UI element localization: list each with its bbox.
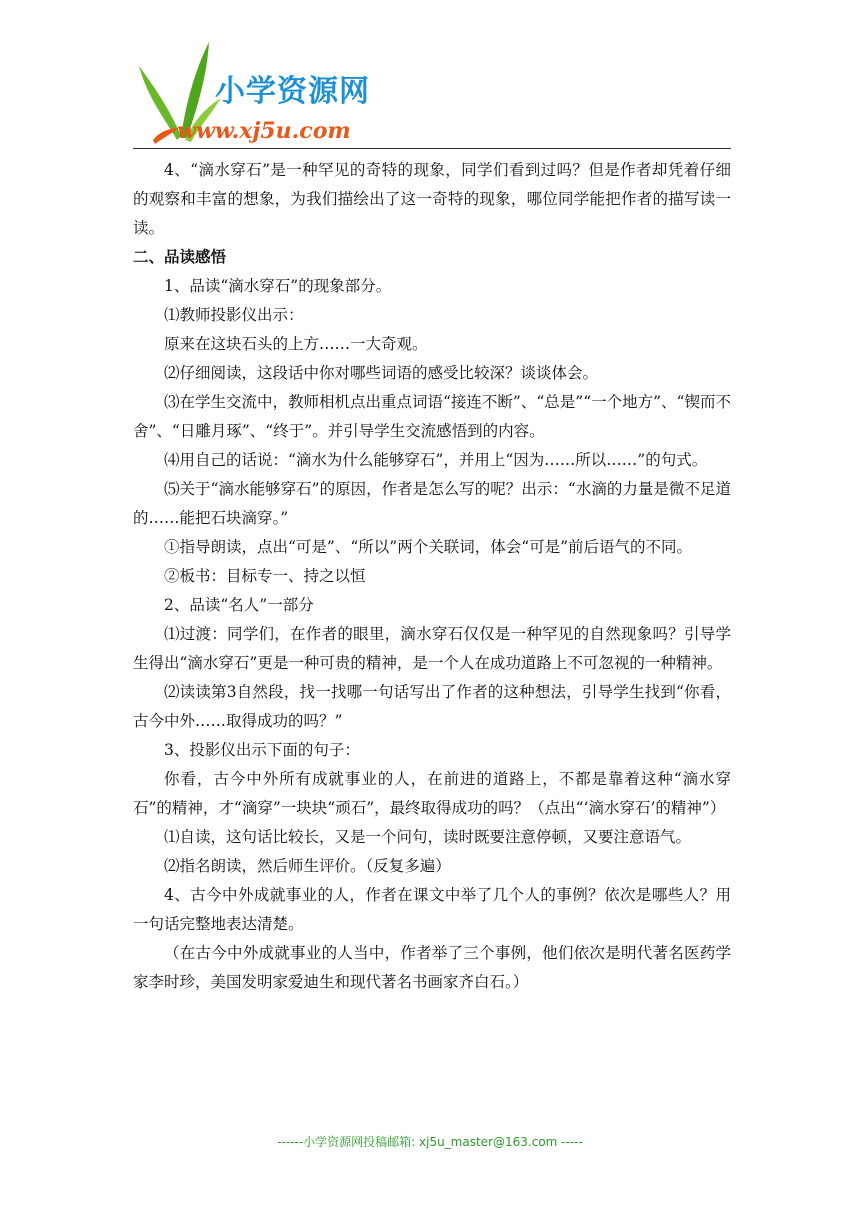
paragraph: 4、古今中外成就事业的人，作者在课文中举了几个人的事例？依次是哪些人？用一句话完整地表达清楚。 [133, 886, 731, 933]
paragraph: ②板书：目标专一、持之以恒 [164, 567, 366, 585]
brand-name: 小学资源网 [215, 74, 370, 109]
paragraph: 原来在这块石头的上方……一大奇观。 [164, 335, 428, 353]
brand-url[interactable]: www.xj5u.com [177, 118, 351, 144]
paragraph: 4、“滴水穿石”是一种罕见的奇特的现象，同学们看到过吗？但是作者却凭着仔细的观察和丰富的想象，为我们描绘出了这一奇特的现象，哪位同学能把作者的描写读一读。 [133, 161, 731, 237]
header-divider [133, 148, 731, 149]
paragraph: （在古今中外成就事业的人当中，作者举了三个事例，他们依次是明代著名医药学家李时珍，美国发明家爱迪生和现代著名书画家齐白石。） [133, 944, 731, 991]
paragraph: 3、投影仪出示下面的句子： [164, 741, 360, 759]
paragraph: ⑸关于“滴水能够穿石”的原因，作者是怎么写的呢？出示：“水滴的力量是微不足道的……能把石块滴穿。” [133, 480, 731, 527]
site-header [133, 36, 733, 148]
paragraph: ⑵读读第3自然段，找一找哪一句话写出了作者的这种想法，引导学生找到“你看，古今中外……取得成功的吗？” [133, 683, 731, 730]
paragraph: ⑷用自己的话说：“滴水为什么能够穿石”，并用上“因为……所以……”的句式。 [164, 451, 708, 469]
paragraph: 1、品读“滴水穿石”的现象部分。 [164, 277, 392, 295]
paragraph: ①指导朗读，点出“可是”、“所以”两个关联词，体会“可是”前后语气的不同。 [164, 538, 693, 556]
paragraph: 2、品读“名人”一部分 [164, 596, 314, 614]
paragraph: ⑵指名朗读，然后师生评价。（反复多遍） [164, 857, 451, 875]
paragraph: ⑴过渡：同学们，在作者的眼里，滴水穿石仅仅是一种罕见的自然现象吗？引导学生得出“滴水穿石”更是一种可贵的精神，是一个人在成功道路上不可忽视的一种精神。 [133, 625, 731, 672]
document-body [133, 156, 731, 997]
paragraph: ⑶在学生交流中，教师相机点出重点词语“接连不断”、“总是”“一个地方”、“锲而不舍”、“日雕月琢”、“终于”。并引导学生交流感悟到的内容。 [133, 393, 731, 440]
footer-contact: ------小学资源网投稿邮箱: xj5u_master@163.com ----- [277, 1135, 583, 1149]
paragraph: ⑴教师投影仪出示： [164, 306, 304, 324]
paragraph: ⑴自读，这句话比较长，又是一个问句，读时既要注意停顿，又要注意语气。 [164, 828, 692, 846]
section-heading: 二、品读感悟 [133, 248, 227, 266]
paragraph: ⑵仔细阅读，这段话中你对哪些词语的感受比较深？谈谈体会。 [164, 364, 599, 382]
paragraph: 你看，古今中外所有成就事业的人，在前进的道路上，不都是靠着这种“滴水穿石”的精神，才“滴穿”一块块“顽石”，最终取得成功的吗？（点出“‘滴水穿石’的精神”） [133, 770, 731, 817]
